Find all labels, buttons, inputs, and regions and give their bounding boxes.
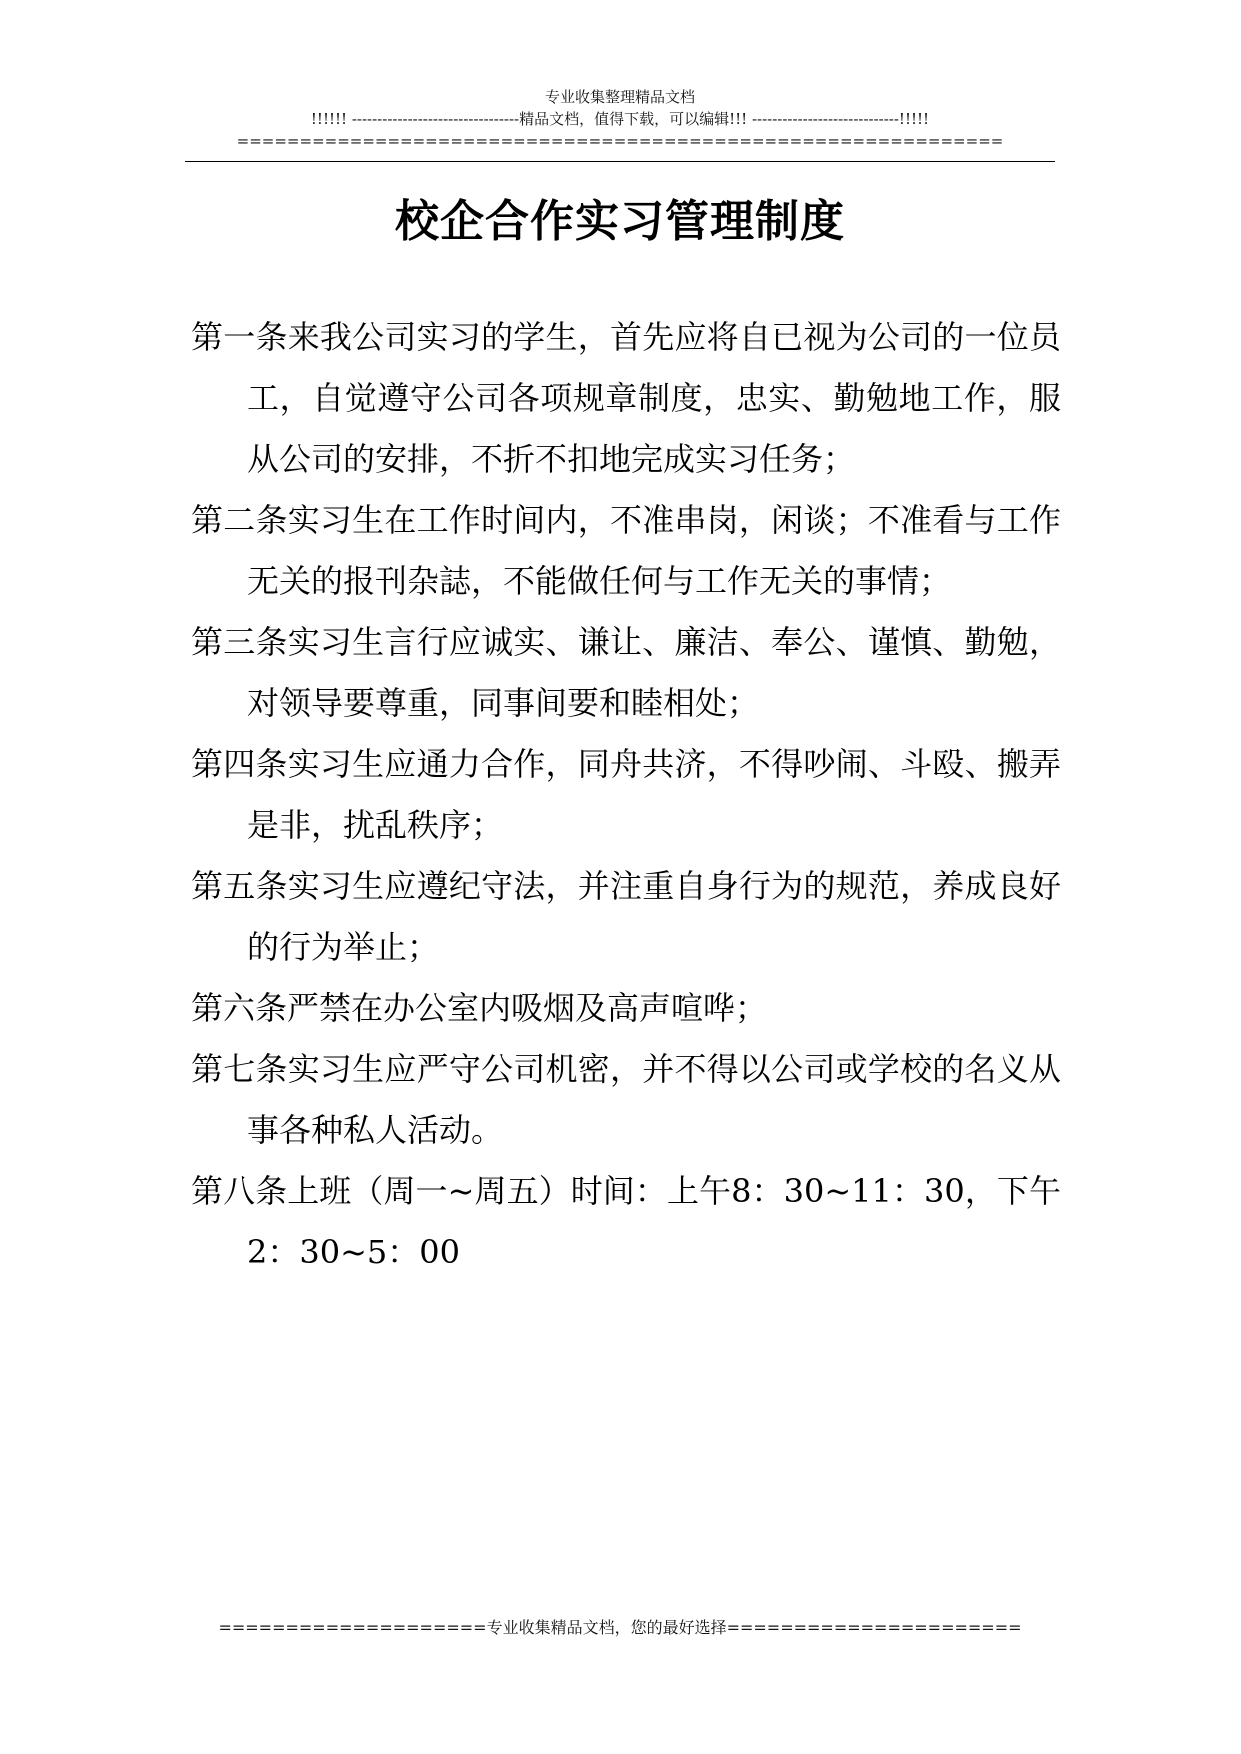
page-header [185,86,1055,152]
article-1: 第一条来我公司实习的学生，首先应将自已视为公司的一位员工，自觉遵守公司各项规章制度，忠实、勤勉地工作，服从公司的安排，不折不扣地完成实习任务； [191,318,1061,478]
article-6: 第六条严禁在办公室内吸烟及高声喧哗； [191,989,768,1027]
header-banner: !!!!!! ---------------------------------精品文档，值得下载，可以编辑!!! -----------------------------!!!!! [310,110,930,128]
article-list [191,307,1061,1283]
header-rule [185,161,1055,162]
article-5: 第五条实习生应遵纪守法，并注重自身行为的规范，养成良好的行为举止； [191,867,1061,966]
article-8: 第八条上班（周一~周五）时间：上午8：30~11：30，下午2：30~5：00 [191,1172,1061,1271]
header-separator: ============================================================= [236,132,1004,150]
article-3: 第三条实习生言行应诚实、谦让、廉洁、奉公、谨慎、勤勉，对领导要尊重，同事间要和睦相处； [191,623,1061,722]
document-title: 校企合作实习管理制度 [395,196,845,247]
article-2: 第二条实习生在工作时间内，不准串岗，闲谈；不准看与工作无关的报刊杂誌，不能做任何与工作无关的事情； [191,501,1061,600]
article-7: 第七条实习生应严守公司机密，并不得以公司或学校的名义从事各种私人活动。 [191,1050,1061,1149]
article-4: 第四条实习生应通力合作，同舟共济，不得吵闹、斗殴、搬弄是非，扰乱秩序； [191,745,1061,844]
header-caption: 专业收集整理精品文档 [544,88,695,106]
page-footer: ====================专业收集精品文档，您的最好选择====================== [218,1618,1022,1637]
